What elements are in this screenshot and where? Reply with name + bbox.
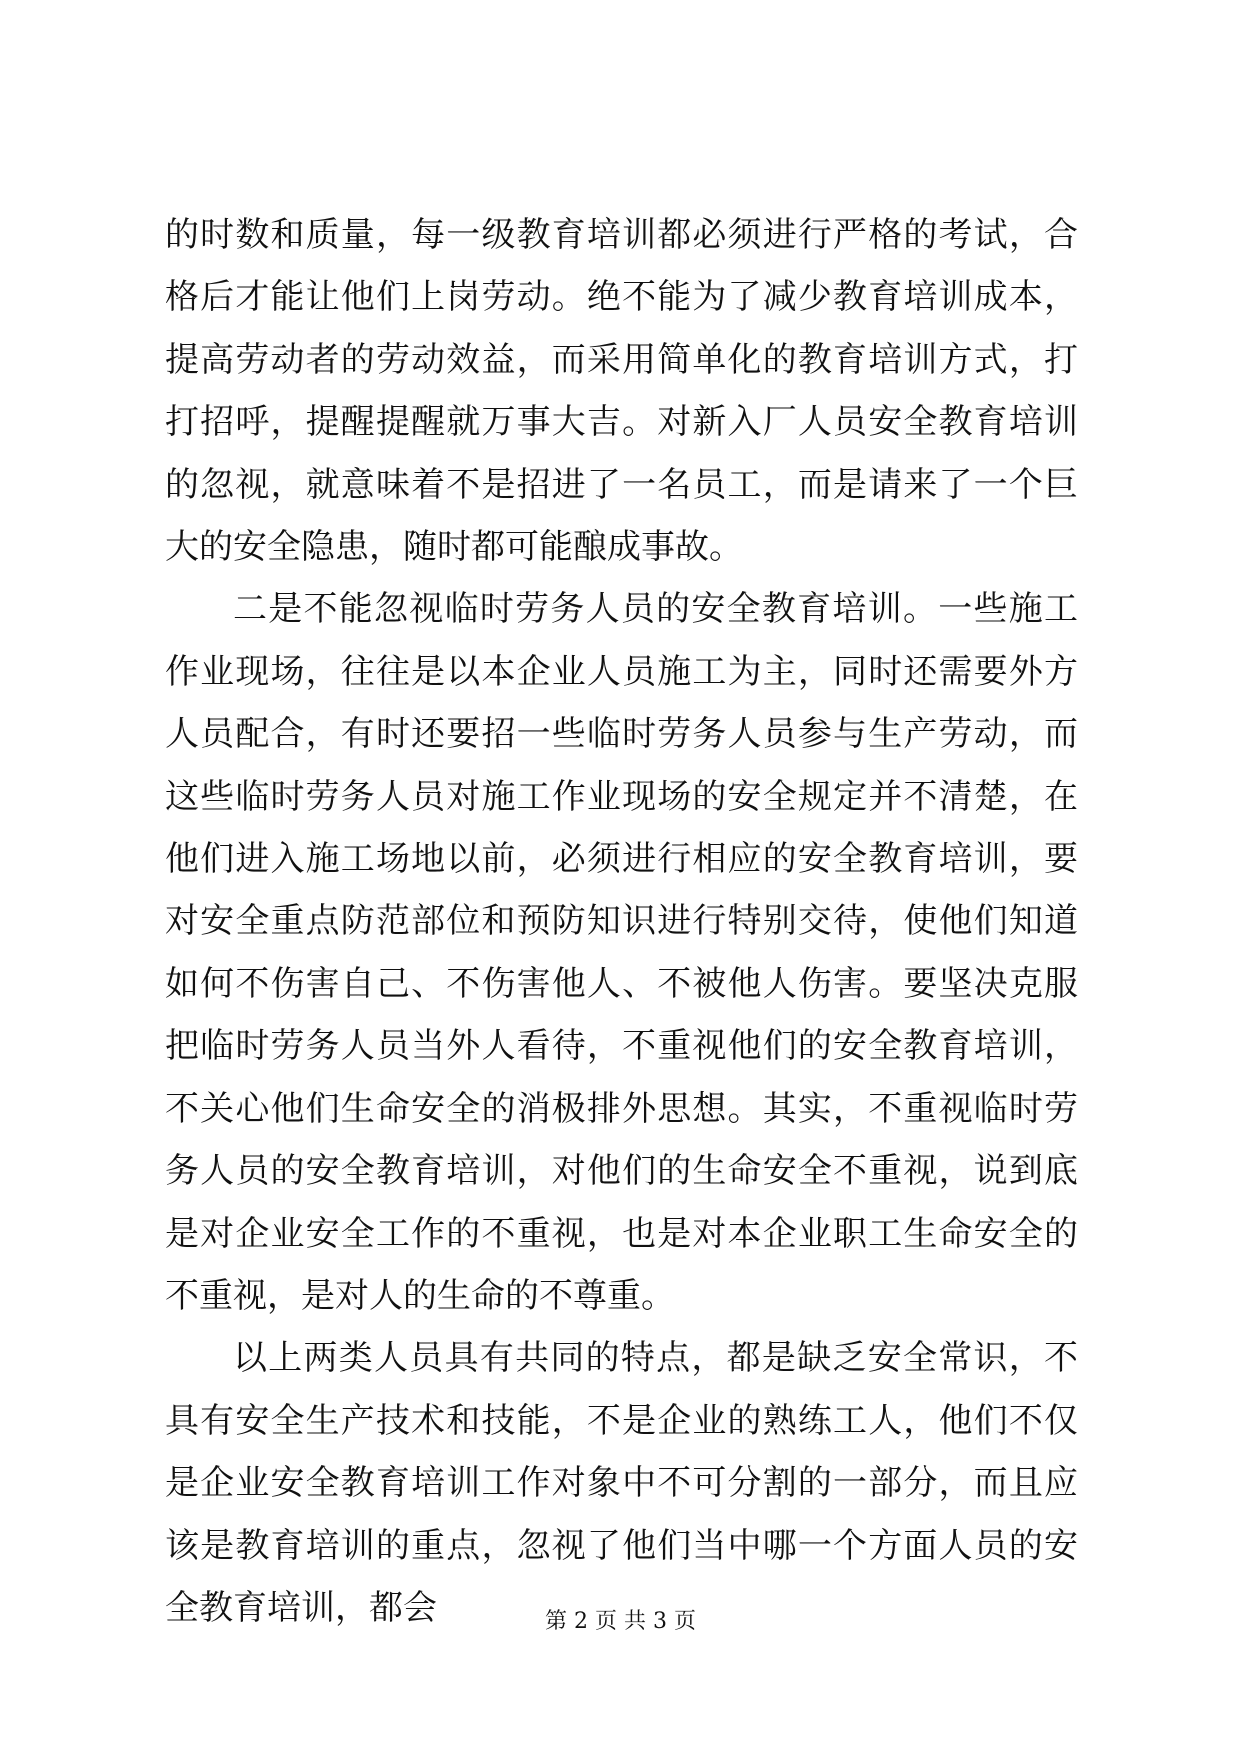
page-footer: 第 2 页 共 3 页 bbox=[545, 1609, 696, 1634]
document-body bbox=[165, 204, 1078, 1639]
paragraph-1: 的时数和质量，每一级教育培训都必须进行严格的考试，合格后才能让他们上岗劳动。绝不能为了减少教育培训成本，提高劳动者的劳动效益，而采用简单化的教育培训方式，打打招呼，提醒提醒就万事大吉。对新入厂人员安全教育培训的忽视，就意味着不是招进了一名员工，而是请来了一个巨大的安全隐患，随时都可能酿成事故。 bbox=[165, 215, 1078, 568]
paragraph-2: 二是不能忽视临时劳务人员的安全教育培训。一些施工作业现场，往往是以本企业人员施工为主，同时还需要外方人员配合，有时还要招一些临时劳务人员参与生产劳动，而这些临时劳务人员对施工作业现场的安全规定并不清楚，在他们进入施工场地以前，必须进行相应的安全教育培训，要对安全重点防范部位和预防知识进行特别交待，使他们知道如何不伤害自己、不伤害他人、不被他人伤害。要坚决克服把临时劳务人员当外人看待，不重视他们的安全教育培训，不关心他们生命安全的消极排外思想。其实，不重视临时劳务人员的安全教育培训，对他们的生命安全不重视，说到底是对企业安全工作的不重视，也是对本企业职工生命安全的不重视，是对人的生命的不尊重。 bbox=[165, 589, 1078, 1316]
paragraph-3: 以上两类人员具有共同的特点，都是缺乏安全常识，不具有安全生产技术和技能，不是企业的熟练工人，他们不仅是企业安全教育培训工作对象中不可分割的一部分，而且应该是教育培训的重点，忽视了他们当中哪一个方面人员的安全教育培训，都会 bbox=[165, 1338, 1078, 1628]
